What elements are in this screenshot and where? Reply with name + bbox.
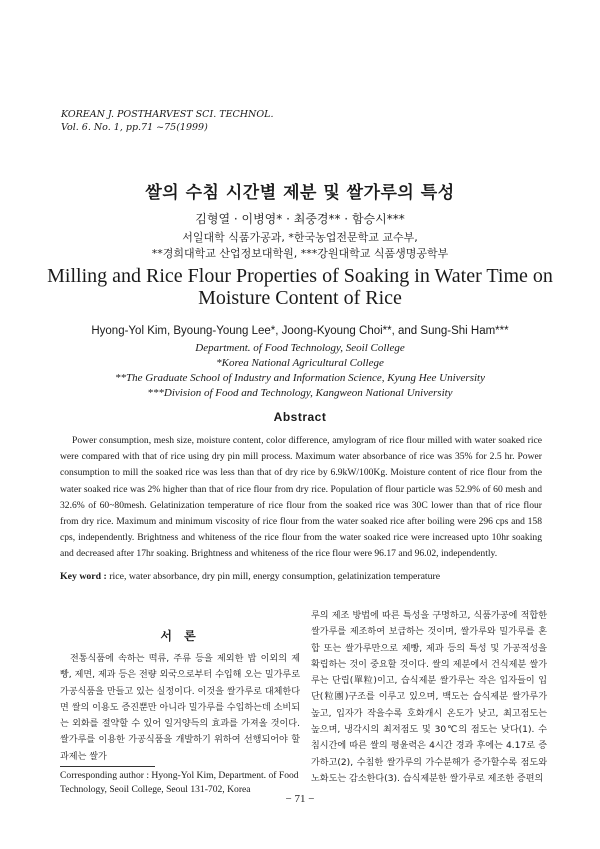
korean-title: 쌀의 수침 시간별 제분 및 쌀가루의 특성	[145, 183, 455, 203]
english-affiliation-2: *Korea National Agricultural College	[216, 357, 384, 369]
abstract-heading: Abstract	[273, 410, 327, 424]
english-authors: Hyong-Yol Kim, Byoung-Young Lee*, Joong-Kyoung Choi**, and Sung-Shi Ham***	[91, 325, 509, 337]
abstract-body: Power consumption, mesh size, moisture content, color difference, amylogram of rice flour milled with water soaked rice were compared with that of rice using dry pin mill process. Maximum water absorbance of rice was 35% for 2.5 hr. Power consumption to mill the soaked rice was less than that of dry rice by 6.9kW/100Kg. Moisture content of rice flour from the water soaked rice was 2% higher than that of rice flour from dry rice. Population of flour particle was 52.9% of 60 mesh and 32.6% of 60~80mesh. Gelatinization temperature of rice flour from the soaked rice was 30C lower than that of rice flour from dry rice. Maximum and minimum viscosity of rice flour from the water soaked rice after boiling were 296 cps and 158 cps, independently. Brightness and whiteness of the rice flour from the water soaked rice were increased upto 10hr soaking and decreased after 17hr soaking. Brightness and whiteness of the rice flour were 96.17 and 96.02, independently.	[60, 435, 542, 560]
keywords	[60, 571, 550, 582]
english-affiliation-1: Department. of Food Technology, Seoil College	[195, 342, 405, 354]
corresponding-author-footnote: Corresponding author : Hyong-Yol Kim, Department. of Food Technology, Seoil College, Seoul 131-702, Korea	[60, 770, 299, 795]
english-affiliation-4: ***Division of Food and Technology, Kangweon National University	[147, 387, 453, 399]
english-title-line-2: Moisture Content of Rice	[198, 287, 402, 309]
journal-name: KOREAN J. POSTHARVEST SCI. TECHNOL.	[61, 109, 274, 120]
journal-volume: Vol. 6. No. 1, pp.71 ~75(1999)	[61, 122, 208, 133]
keywords-text: rice, water absorbance, dry pin mill, energy consumption, gelatinization temperature	[106, 571, 441, 582]
keywords-label: Key word :	[60, 571, 107, 582]
korean-affiliation-2: **경희대학교 산업정보대학원, ***강원대학교 식품생명공학부	[151, 247, 449, 260]
korean-affiliation-1: 서일대학 식품가공과, *한국농업전문학교 교수부,	[182, 231, 418, 244]
page-number: − 71 −	[285, 793, 315, 805]
footnote-divider	[60, 766, 155, 767]
left-column-text: 전통식품에 속하는 떡류, 주류 등을 제외한 밥 이외의 제빵, 제면, 제과 등은 전량 외국으로부터 수입해 오는 밀가루로 가공식품을 만들고 있는 실정이다. 이것을 쌀가루로 대체한다면 쌀의 이용도 증진뿐만 아니라 밀가루를 수입하는데 소비되는 외화를 절약할 수 있어 일거양득의 효과를 가져올 것이다. 쌀가루를 이용한 가공식품을 개발하기 위하여 선행되어야 할 과제는 쌀가	[60, 654, 300, 762]
section-title: 서 론	[160, 629, 200, 643]
right-column-text: 루의 제조 방법에 따른 특성을 구명하고, 식품가공에 적합한 쌀가루를 제조하여 보급하는 것이며, 쌀가루와 밀가루를 혼합 또는 쌀가루만으로 제빵, 제과 등의 특성 및 가공적성을 확립하는 것이 중요할 것이다. 쌀의 제분에서 건식제분 쌀가루는 단립(單粒)이고, 습식제분 쌀가루는 작은 입자들이 입단(粒團)구조를 이루고 있으며, 백도는 습식제분 쌀가루가 높고, 입자가 작을수록 호화개시 온도가 낮고, 최고점도는 높으며, 냉각시의 최저점도 및 30℃의 점도는 낮다(1). 수침시간에 따른 쌀의 평윤력은 4시간 경과 후에는 4.17로 증가하고(2), 수침한 쌀가루의 가수분해가 증가할수록 점도와 노화도는 감소한다(3). 습식제분한 쌀가루로 제조한 증편의	[311, 611, 547, 784]
english-title	[40, 265, 560, 309]
journal-header	[61, 108, 274, 134]
english-affiliation-3: **The Graduate School of Industry and Information Science, Kyung Hee University	[115, 372, 485, 384]
korean-authors: 김형열 · 이병영* · 최중경** · 함승시***	[195, 212, 405, 226]
english-title-line-1: Milling and Rice Flour Properties of Soaking in Water Time on	[47, 265, 553, 287]
